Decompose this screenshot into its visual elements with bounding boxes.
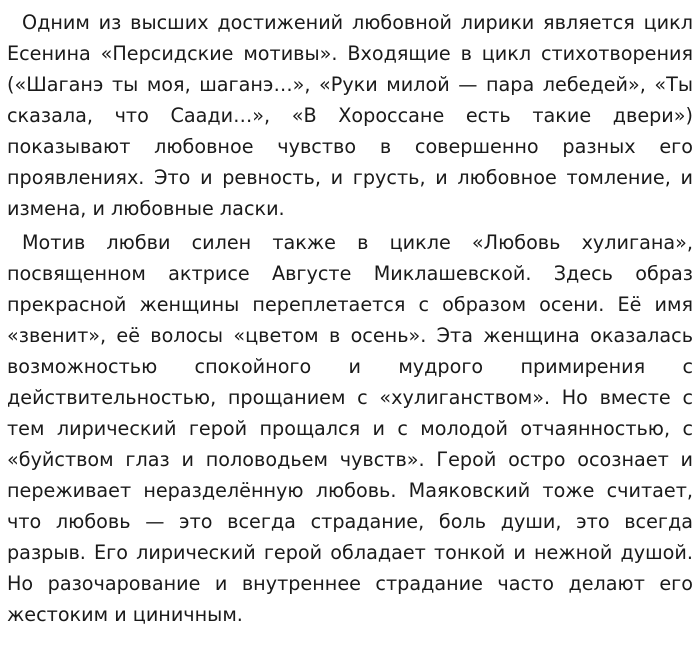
paragraph-2: Мотив любви силен также в цикле «Любовь хулигана», посвященном актрисе Августе Миклашевской. Здесь образ прекрасной женщины переплетается с образом осени. Её имя «звенит», её волосы «цветом в осень». Эта женщина оказалась возможностью спокойного и мудрого примирения с действительностью, прощанием с «хулиганством». Но вместе с тем лирический герой прощался и с молодой отчаянностью, с «буйством глаз и половодьем чувств». Герой остро осознает и переживает неразделённую любовь. Маяковский тоже считает, что любовь — это всегда страдание, боль души, это всегда разрыв. Его лирический герой обладает тонкой и нежной душой. Но разочарование и внутреннее страдание часто делают его жестоким и циничным. bbox=[7, 231, 693, 626]
paragraph-1: Одним из высших достижений любовной лирики является цикл Есенина «Персидские мотивы». Входящие в цикл стихотворения («Шаганэ ты моя, шаганэ…», «Руки милой — пара лебедей», «Ты сказала, что Саади…», «В Хороссане есть такие двери») показывают любовное чувство в совершенно разных его проявлениях. Это и ревность, и грусть, и любовное томление, и измена, и любовные ласки. bbox=[7, 11, 693, 220]
document-body bbox=[7, 7, 693, 633]
